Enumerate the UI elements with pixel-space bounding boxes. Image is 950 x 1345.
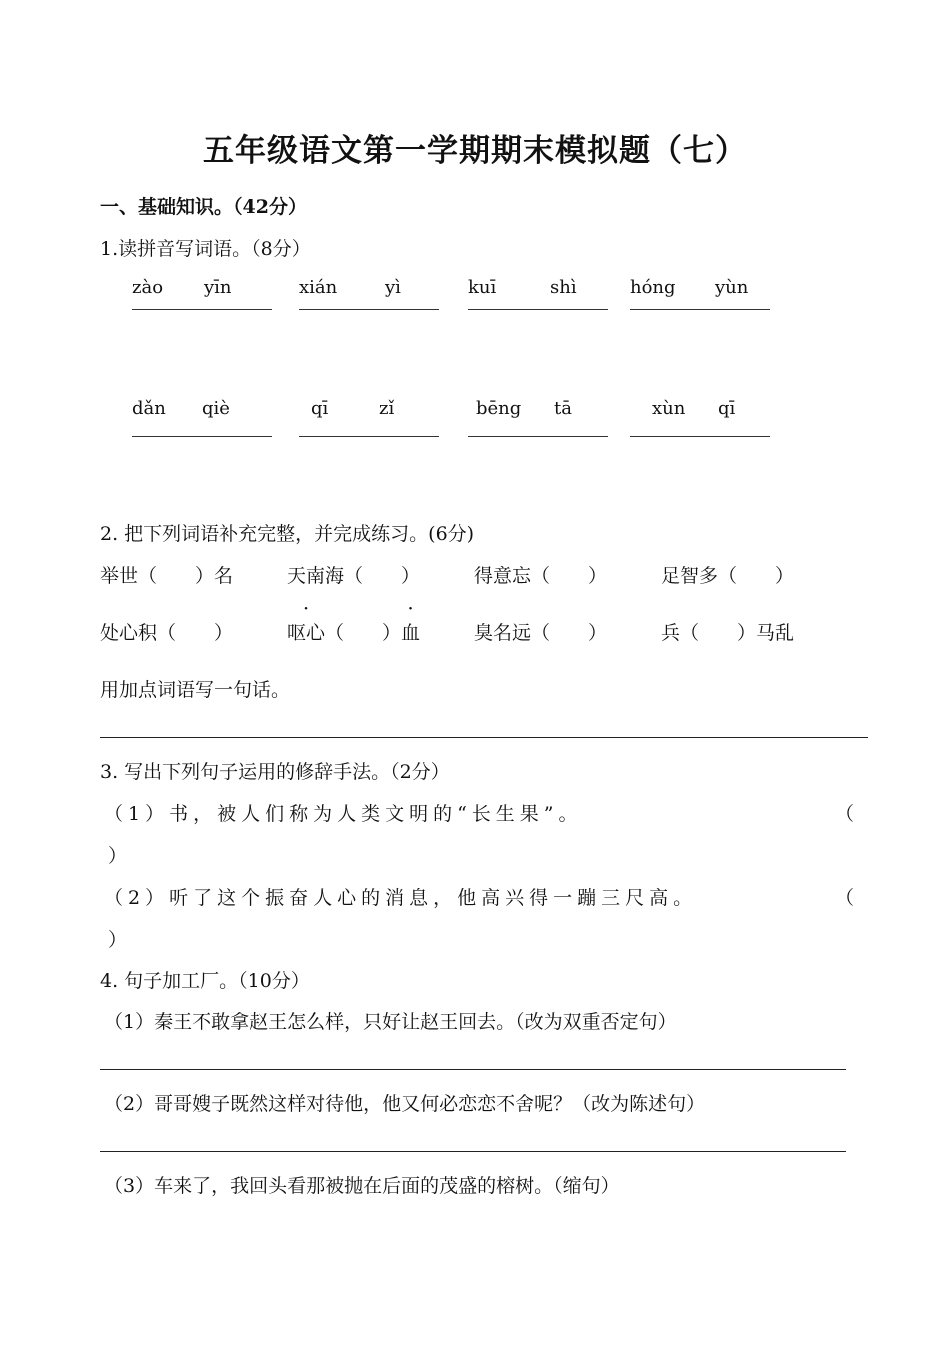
answer-underline <box>468 436 608 437</box>
pinyin-syllable: yùn <box>715 277 749 298</box>
answer-underline <box>132 436 272 437</box>
question-4-label: 4. 句子加工厂。（10分） <box>100 970 310 992</box>
pinyin-cell[interactable] <box>299 277 439 317</box>
pinyin-cell[interactable] <box>299 398 439 438</box>
answer-open-paren[interactable]: （ <box>835 887 855 909</box>
pinyin-cell[interactable] <box>468 277 608 317</box>
answer-underline <box>630 309 770 310</box>
pinyin-syllable: tā <box>554 398 572 419</box>
idiom-fill[interactable]: 臭名远（ ） <box>474 622 608 644</box>
pinyin-syllable: xùn <box>652 398 686 419</box>
rhetoric-sentence-2: （2）听了这个振奋人心的消息，他高兴得一蹦三尺高。 <box>104 887 698 909</box>
answer-underline <box>299 436 439 437</box>
idiom-fill[interactable]: 得意忘（ ） <box>474 565 608 587</box>
idiom-blank: （ ） <box>325 622 402 644</box>
pinyin-cell[interactable] <box>630 277 770 317</box>
question-3-label: 3. 写出下列句子运用的修辞手法。（2分） <box>100 761 450 783</box>
answer-underline <box>630 436 770 437</box>
question-1-label: 1.读拼音写词语。（8分） <box>100 238 311 260</box>
answer-line[interactable] <box>100 1151 846 1152</box>
dotted-word: 呕心 <box>287 622 326 644</box>
idiom-fill[interactable]: 兵（ ）马乱 <box>661 622 795 644</box>
idiom-fill-dotted[interactable] <box>287 618 420 645</box>
sentence-task-1: （1）秦王不敢拿赵王怎么样，只好让赵王回去。（改为双重否定句） <box>104 1011 677 1033</box>
pinyin-cell[interactable] <box>132 398 272 438</box>
pinyin-syllable: zào <box>132 277 164 298</box>
answer-close-paren[interactable]: ） <box>108 929 128 951</box>
pinyin-syllable: shì <box>550 277 577 298</box>
pinyin-syllable: kuī <box>468 277 497 298</box>
pinyin-syllable: yīn <box>204 277 232 298</box>
pinyin-syllable: bēng <box>476 398 522 419</box>
rhetoric-sentence-1: （1）书，被人们称为人类文明的“长生果”。 <box>104 803 583 825</box>
pinyin-syllable: dǎn <box>132 398 166 419</box>
sentence-task-3: （3）车来了，我回头看那被抛在后面的茂盛的榕树。（缩句） <box>104 1175 620 1197</box>
pinyin-syllable: hóng <box>630 277 676 298</box>
answer-underline <box>299 309 439 310</box>
answer-underline <box>468 309 608 310</box>
pinyin-cell[interactable] <box>630 398 770 438</box>
idiom-fill[interactable]: 天南海（ ） <box>287 565 421 587</box>
pinyin-cell[interactable] <box>468 398 608 438</box>
answer-close-paren[interactable]: ） <box>108 845 128 867</box>
answer-underline <box>132 309 272 310</box>
question-2-label: 2. 把下列词语补充完整，并完成练习。(6分) <box>100 523 475 545</box>
idiom-fill[interactable]: 举世（ ）名 <box>100 565 234 587</box>
dotted-word: 血 <box>401 622 421 644</box>
pinyin-syllable: qiè <box>202 398 230 419</box>
answer-line[interactable] <box>100 1069 846 1070</box>
idiom-fill[interactable]: 处心积（ ） <box>100 622 234 644</box>
answer-line[interactable] <box>100 737 868 738</box>
pinyin-syllable: xián <box>299 277 338 298</box>
answer-open-paren[interactable]: （ <box>835 803 855 825</box>
pinyin-syllable: qī <box>311 398 329 419</box>
sentence-task-2: （2）哥哥嫂子既然这样对待他，他又何必恋恋不舍呢？（改为陈述句） <box>104 1093 706 1115</box>
section-basic-knowledge: 一、基础知识。（42分） <box>100 196 307 218</box>
idiom-fill[interactable]: 足智多（ ） <box>661 565 795 587</box>
page-title: 五年级语文第一学期期末模拟题（七） <box>203 133 747 169</box>
pinyin-syllable: qī <box>718 398 736 419</box>
pinyin-syllable: zǐ <box>379 398 395 419</box>
question-2-instruction: 用加点词语写一句话。 <box>100 679 291 701</box>
pinyin-syllable: yì <box>385 277 401 298</box>
pinyin-cell[interactable] <box>132 277 272 317</box>
